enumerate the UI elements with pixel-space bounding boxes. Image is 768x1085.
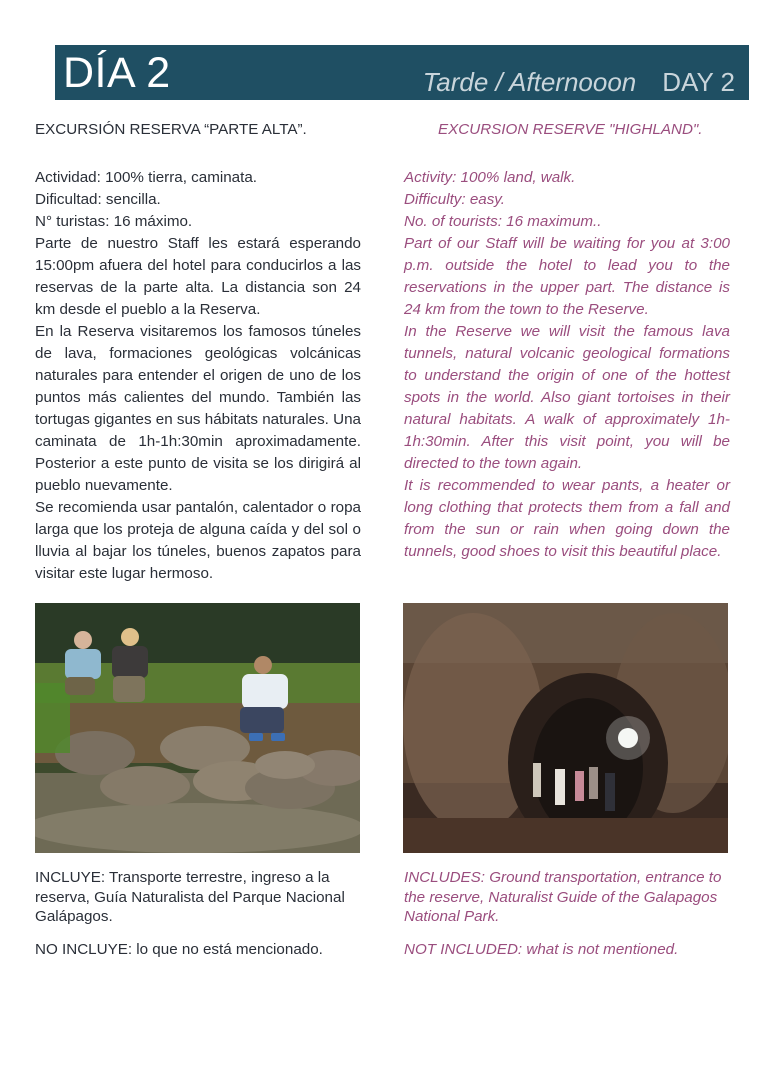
difficulty-line: Difficulty: easy. — [404, 191, 505, 208]
day-title-english: DAY 2 — [662, 67, 735, 97]
inclusions-english — [404, 868, 734, 972]
day-banner — [55, 45, 749, 100]
tourists-line: No. of tourists: 16 maximum.. — [404, 213, 602, 230]
inclusions-spanish — [35, 868, 365, 972]
description-english — [404, 167, 730, 563]
activity-line: Activity: 100% land, walk. — [404, 169, 576, 186]
excursion-heading-spanish: EXCURSIÓN RESERVA “PARTE ALTA”. — [35, 121, 307, 138]
day-subtitle — [423, 67, 735, 97]
activity-line: Actividad: 100% tierra, caminata. — [35, 169, 258, 186]
giant-tortoises-photo — [35, 603, 360, 853]
excursion-heading-english: EXCURSION RESERVE "HIGHLAND". — [438, 121, 703, 138]
reserve-paragraph: En la Reserva visitaremos los famosos túneles de lava, formaciones geológicas volcánicas naturales para entender el origen de uno de los puntos más calientes del mundo. También las tortugas gigantes en sus hábitats naturales. Una caminata de 1h-1h:30min aproximadamente. Posterior a este punto de visita se los dirigirá al pueblo nuevamente. — [35, 323, 361, 494]
includes-text: INCLUYE: Transporte terrestre, ingreso a la reserva, Guía Naturalista del Parque Nacional Galápagos. — [35, 869, 345, 925]
pickup-paragraph: Part of our Staff will be waiting for you at 3:00 p.m. outside the hotel to lead you to the reservations in the upper part. The distance is 24 km from the town to the Reserve. — [404, 235, 730, 318]
day-title-spanish: DÍA 2 — [63, 49, 171, 97]
afternoon-label: Tarde / Afternooon — [422, 67, 637, 97]
difficulty-line: Dificultad: sencilla. — [35, 191, 161, 208]
tourists-line: N° turistas: 16 máximo. — [35, 213, 193, 230]
reserve-paragraph: In the Reserve we will visit the famous lava tunnels, natural volcanic geological formations to understand the origin of one of the hottest spots in the world. Also giant tortoises in their natural habitats. A walk of approximately 1h-1h:30min. After this visit point, you will be directed to the town again. — [404, 323, 730, 472]
description-spanish — [35, 167, 361, 585]
recommendation-paragraph: Se recomienda usar pantalón, calentador o ropa larga que los proteja de alguna caída y del sol o lluvia al bajar los túneles, buenos zapatos para visitar este lugar hermoso. — [35, 499, 361, 582]
recommendation-paragraph: It is recommended to wear pants, a heater or long clothing that protects them from a fall and from the sun or rain when going down the tunnels, good shoes to visit this beautiful place. — [404, 477, 730, 560]
not-included-text: NO INCLUYE: lo que no está mencionado. — [35, 940, 323, 958]
not-included-text: NOT INCLUDED: what is not mentioned. — [404, 940, 679, 958]
lava-tunnel-photo — [403, 603, 728, 853]
includes-text: INCLUDES: Ground transportation, entrance to the reserve, Naturalist Guide of the Galapagos National Park. — [404, 869, 722, 925]
pickup-paragraph: Parte de nuestro Staff les estará esperando 15:00pm afuera del hotel para conducirlos a las reservas de la parte alta. La distancia son 24 km desde el pueblo a la Reserva. — [35, 235, 361, 318]
